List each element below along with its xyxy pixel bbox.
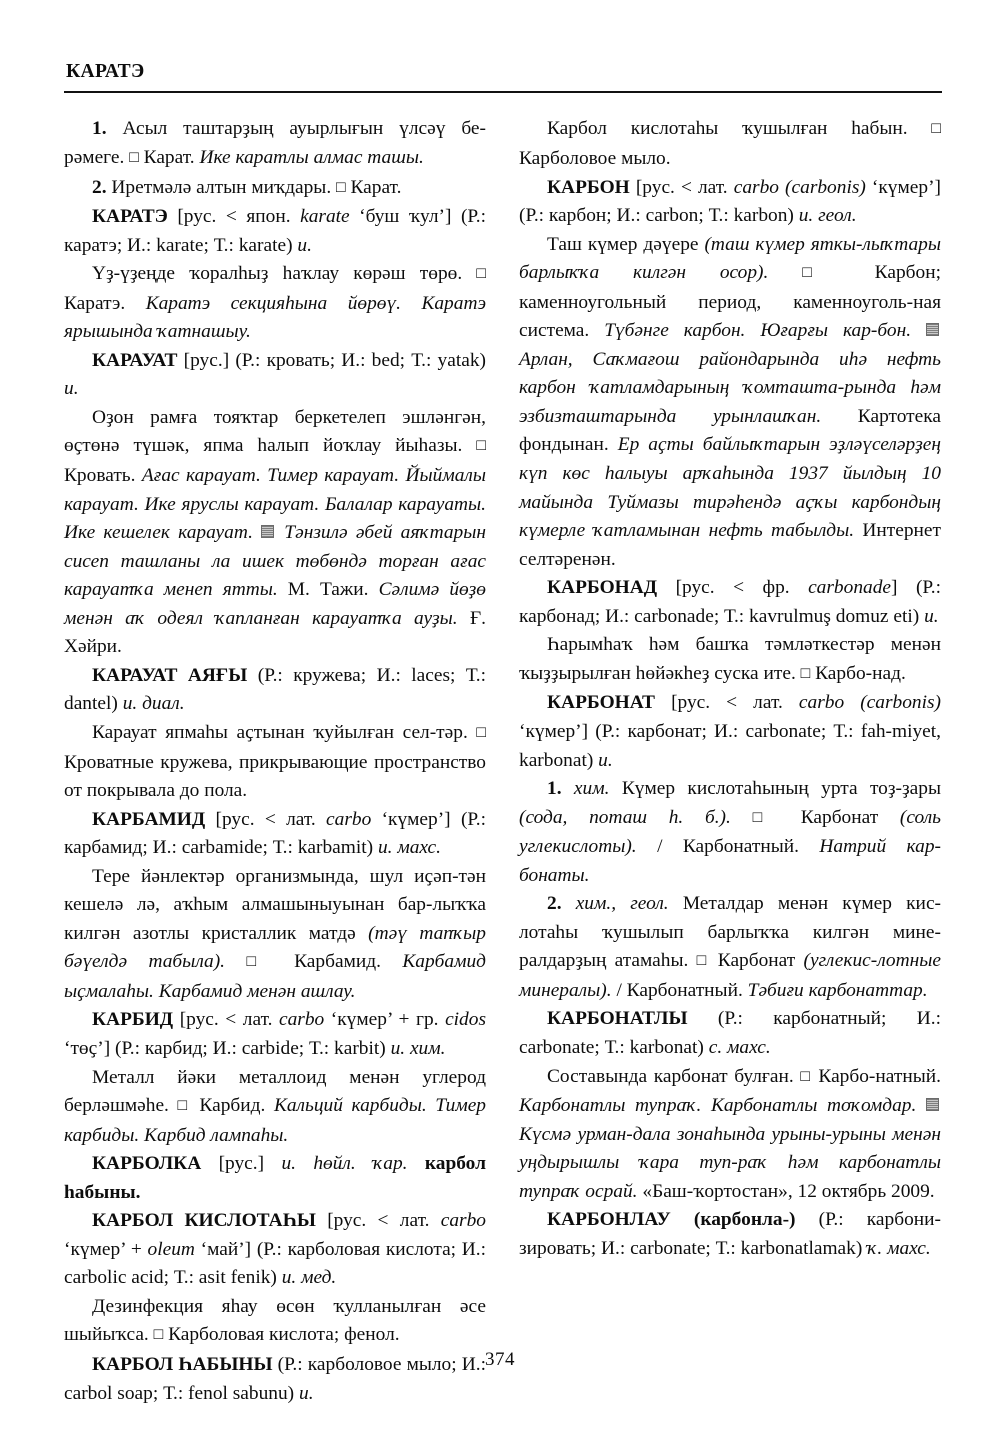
open-square-marker-icon — [178, 1095, 191, 1116]
body-text: Карбамид. — [272, 951, 403, 973]
body-text: Интернет селтәренән. — [519, 520, 941, 570]
body-text: Карбонат — [779, 806, 900, 828]
entry-paragraph — [64, 863, 486, 1007]
body-text: Таш күмер дәүере — [547, 233, 705, 255]
page-number: 374 — [485, 1349, 515, 1370]
entry-paragraph — [519, 115, 941, 173]
body-text: Оҙон рамға тояҡтар беркетелеп эшләнгән, өҫтөнә түшәк, япма һалып йоҡлау йыһазы. — [64, 406, 486, 457]
body-text: (Р.: кружева; И.: laces; Т.: dantel) — [64, 664, 487, 715]
body-text: [рус. < лат. — [173, 1009, 279, 1031]
headword-text: КАРБОЛ КИСЛОТАҺЫ — [92, 1210, 316, 1232]
entry-paragraph — [64, 1207, 486, 1293]
headword-text: КАРАУАТ — [92, 349, 178, 371]
body-text: Дезинфекция яһау өсөн ҡулланылған әсе шыйыҡса. — [64, 1295, 486, 1346]
body-text: и. мед. — [281, 1267, 337, 1289]
headword-text: КАРБОЛ ҺАБЫНЫ — [92, 1353, 273, 1375]
headword-text: КАРБАМИД — [92, 808, 206, 830]
headword-text: КАРБИД — [92, 1009, 174, 1031]
entry-paragraph — [64, 1150, 486, 1207]
body-text: (Р.: карболовое мыло; И.: carbol soap; Т.: fenol sabunu) — [64, 1353, 486, 1404]
open-square-marker-icon — [697, 950, 710, 971]
body-text: karate — [300, 206, 350, 228]
body-text: ‘төҫ’] (Р.: карбид; И.: carbide; Т.: karbit) — [64, 1037, 391, 1059]
body-text: М. Тажи. — [287, 579, 379, 601]
body-text: carbo — [326, 808, 372, 830]
headword-text: 1. — [547, 778, 562, 800]
body-text: и. — [64, 378, 79, 400]
body-text: Карауат япмаһы аҫтынан ҡуйылған сел-тәр. — [92, 721, 477, 743]
body-text: Карбон; каменноугольный период, каменноуголь-ная система. — [519, 262, 941, 342]
filled-square-marker-icon — [926, 323, 939, 336]
open-square-marker-icon — [129, 147, 139, 168]
headword-text: КАРБОНАД — [547, 577, 658, 599]
body-text: хим. — [561, 778, 610, 800]
entry-paragraph — [64, 1293, 486, 1351]
body-text: Асыл таштарҙың ауырлығын үлсәү бе-рәмеге. — [64, 118, 486, 169]
body-text: Каратэ секцияһына йөрөү. Каратэ ярышында ҡатнашыу. — [64, 292, 486, 343]
body-text: Ер аҫты байлыҡтарын эҙләүселәрҙең күп көс һалыуы арҡаһында 1937 йылдың 10 майында Туймазы тирәһендә аҫҡы карбондың күмерле ҡатламынан нефть табылды. — [519, 434, 941, 542]
header-rule — [64, 91, 942, 93]
filled-square-marker-icon — [926, 1098, 939, 1111]
headword-text: КАРБОНАТ — [547, 692, 655, 714]
body-text: Арлан, Саҡмағош райондарында иһә нефть карбон ҡатламдарының ҡомташта-рында һәм эзбизташтарында урынлашҡан. — [519, 348, 941, 427]
body-text: ‘буш ҡул’] (Р.: каратэ; И.: karate; Т.: karate) — [64, 206, 487, 256]
entry-paragraph — [64, 1006, 486, 1063]
body-text: carbo — [440, 1210, 486, 1232]
entry-paragraph — [64, 115, 486, 173]
entry-paragraph — [519, 890, 941, 1005]
body-text: Күмер кислотаһының урта тоҙ-ҙары — [609, 778, 941, 800]
body-text: (соль углекислоты). — [519, 806, 941, 858]
body-text: и. — [297, 234, 312, 256]
right-column — [519, 115, 941, 1408]
body-text: Каратэ. — [64, 292, 146, 314]
body-text: carbo (carbonis) — [798, 692, 941, 714]
body-text: (сода, поташ һ. б.). — [519, 806, 753, 828]
body-text: хим., геол. — [561, 893, 669, 915]
body-text: и. хим. — [390, 1037, 446, 1059]
open-square-marker-icon — [800, 1066, 811, 1087]
body-text: и. һөйл. ҡар. — [281, 1153, 425, 1175]
body-text: (Р.: карбони-зировать; И.: carbonate; Т.: karbonatlamak) — [519, 1209, 941, 1259]
entry-paragraph — [519, 231, 941, 575]
entry-paragraph — [64, 260, 486, 347]
headword-text: КАРБОНЛАУ (карбонла-) — [547, 1209, 796, 1231]
body-text: Үҙ-үҙеңде ҡоралһыҙ һаҡлау көрәш төрө. — [92, 263, 477, 285]
open-square-marker-icon — [246, 951, 272, 972]
body-text: [рус. < лат. — [655, 692, 799, 714]
body-text: Карбо-над. — [810, 662, 906, 684]
entry-paragraph — [519, 689, 941, 775]
entry-paragraph — [519, 1206, 941, 1263]
body-text: Ике каратлы алмас ташы. — [199, 147, 424, 169]
entry-paragraph — [64, 203, 486, 260]
body-text: [рус. < лат. — [629, 176, 734, 198]
body-text: Металдар менән күмер кис-лотаһы ҡушылып барлыҡҡа килгән мине-ралдарҙың атамаһы. — [519, 893, 942, 972]
open-square-marker-icon — [476, 435, 486, 456]
headword-text: КАРБОНАТЛЫ — [547, 1008, 688, 1030]
body-text: [рус. < фр. — [657, 577, 809, 599]
body-text: [рус. < лат. — [315, 1210, 441, 1232]
entry-paragraph — [519, 174, 941, 231]
body-text: Тәбиғи карбонаттар. — [747, 979, 928, 1001]
body-text: [рус. < япон. — [167, 206, 301, 228]
entry-paragraph — [64, 719, 486, 806]
body-text: Карат. — [138, 147, 200, 169]
body-text: ҡ. махс. — [867, 1237, 931, 1259]
open-square-marker-icon — [802, 262, 841, 283]
open-square-marker-icon — [476, 722, 486, 743]
body-text: Карбо-натный. — [811, 1065, 941, 1087]
body-text: Карбамид ыҫмалаһы. Карбамид менән ашлау. — [64, 951, 486, 1002]
body-text: [рус.] (Р.: кровать; И.: bed; Т.: yatak) — [177, 349, 486, 371]
body-text: Карбонат — [709, 950, 804, 972]
open-square-marker-icon — [154, 1324, 164, 1345]
body-text: и. — [598, 749, 613, 771]
body-text: Тәнзилә әбей аяҡтарын сисеп ташланы ла ишек төбөндә торған ағас карауатҡа менеп ятты. — [64, 522, 486, 601]
open-square-marker-icon — [476, 263, 486, 284]
headword-text: КАРАУАТ АЯҒЫ — [92, 664, 248, 686]
body-text: carbo — [279, 1009, 325, 1031]
headword-text: 2. — [547, 893, 562, 915]
entry-paragraph — [64, 174, 486, 204]
body-text: Металл йәки металлоид менән углерод берләшмәһе. — [64, 1066, 486, 1117]
entry-paragraph — [519, 631, 941, 689]
body-text: ‘күмер’ + гр. — [324, 1009, 446, 1031]
open-square-marker-icon — [931, 118, 941, 139]
body-text: Ғ. Хәйри. — [64, 607, 486, 658]
body-text: Натрий кар-бонаты. — [519, 836, 941, 886]
body-text: ‘күмер’] (Р.: карбон; И.: carbon; Т.: karbon) — [519, 176, 941, 227]
headword-text: 1. — [92, 118, 107, 140]
open-square-marker-icon — [336, 177, 346, 198]
body-text: и. диал. — [122, 693, 185, 715]
entry-paragraph — [64, 347, 486, 404]
entry-paragraph — [519, 574, 941, 631]
open-square-marker-icon — [753, 807, 779, 828]
headword-text: КАРАТЭ — [92, 206, 168, 228]
body-text: Карбонатлы тупраҡ. Карбонатлы тоҡомдар. — [519, 1095, 926, 1117]
body-text: Күсмә урман-дала зонаһында урыны-урыны менән уңдырышлы ҡара туп-раҡ һәм карбонатлы тупраҡ осрай. — [519, 1123, 941, 1202]
body-text: carbo (carbonis) — [733, 176, 866, 198]
page-columns — [64, 115, 942, 1408]
filled-square-marker-icon — [261, 525, 274, 538]
open-square-marker-icon — [801, 663, 811, 684]
headword-text: КАРБОЛКА — [92, 1153, 202, 1175]
body-text: / Карбонатный. — [657, 836, 820, 858]
body-text: / Карбонатный. — [616, 979, 748, 1001]
body-text: ‘күмер’ + — [64, 1238, 148, 1260]
body-text: ‘май’] (Р.: карболовая кислота; И.: carbolic acid; Т.: asit fenik) — [64, 1238, 487, 1289]
left-column — [64, 115, 486, 1408]
body-text: ] (Р.: карбонад; И.: carbonade; Т.: kavrulmuş domuz eti) — [519, 577, 941, 627]
body-text: Карбид. — [190, 1095, 274, 1117]
body-text: (таш күмер яткы-лыҡтары барлыҡҡа килгән осор). — [519, 233, 942, 284]
body-text: (Р.: карбонатный; И.: carbonate; Т.: karbonat) — [519, 1008, 941, 1058]
body-text: Карбол кислотаһы ҡушылған һабын. — [547, 118, 932, 140]
body-text: Түбәнге карбон. Юғарғы кар-бон. — [604, 320, 926, 342]
body-text: Карболовое мыло. — [519, 148, 671, 170]
body-text: и. — [299, 1382, 314, 1404]
body-text: Карболовая кислота; фенол. — [163, 1324, 400, 1346]
body-text: Иретмәлә алтын миҡдары. — [106, 176, 337, 198]
entry-paragraph — [64, 806, 486, 863]
body-text: Карат. — [345, 176, 402, 198]
body-text: cidos — [445, 1009, 486, 1031]
headword-text: 2. — [92, 176, 107, 198]
running-head: КАРАТЭ — [66, 61, 145, 82]
body-text: Һарымһаҡ һәм башҡа тәмләткестәр менән ҡыҙҙырылған һөйәкһеҙ суска ите. — [519, 634, 941, 684]
body-text: с. махс. — [708, 1036, 771, 1058]
body-text: ‘күмер’] (Р.: карбамид; И.: carbamide; Т.: karbamit) — [64, 808, 486, 859]
body-text: и. геол. — [798, 205, 857, 227]
entry-paragraph — [64, 404, 486, 662]
body-text: (углекис-лотные минералы). — [519, 950, 941, 1001]
body-text: и. — [924, 605, 939, 627]
body-text: Кроватные кружева, прикрывающие пространство от покрывала до пола. — [64, 751, 486, 802]
entry-paragraph — [519, 775, 941, 890]
body-text: Составында карбонат булған. — [547, 1065, 801, 1087]
body-text: и. махс. — [377, 837, 441, 859]
body-text: Сәлимә йөҙө менән аҡ одеял ҡапланған карауатҡа ауҙы. — [64, 579, 487, 629]
body-text: (тәү тапҡыр бәүелдә табыла). — [64, 922, 487, 973]
body-text: Кальций карбиды. Тимер карбиды. Карбид лампаһы. — [64, 1095, 486, 1146]
entry-paragraph — [519, 1005, 941, 1062]
body-text: Кровать. — [64, 465, 142, 487]
headword-text: карбол һабыны. — [64, 1153, 486, 1203]
body-text: oleum — [147, 1238, 195, 1260]
entry-paragraph — [519, 1063, 941, 1207]
body-text: ‘күмер’] (Р.: карбонат; И.: carbonate; Т.: fah-miyet, karbonat) — [519, 720, 941, 771]
body-text: carbonade — [808, 577, 892, 599]
body-text: Тере йәнлектәр организмында, шул иҫәп-тән кешелә лә, аҡһым алмашыныуынан бар-лыҡҡа килгән азотлы кристаллик матдә — [64, 865, 486, 944]
body-text: Картотека фондынан. — [519, 405, 941, 456]
body-text: «Баш-ҡортостан», 12 октябрь 2009. — [642, 1180, 935, 1202]
entry-paragraph — [64, 1064, 486, 1151]
body-text: [рус.] — [201, 1153, 282, 1175]
headword-text: КАРБОН — [547, 176, 630, 198]
body-text: Ағас карауат. Тимер карауат. Йыймалы карауат. Ике яруслы карауат. Балалар карауаты. Ике кешелек карауат. — [64, 465, 487, 544]
body-text: [рус. < лат. — [205, 808, 327, 830]
entry-paragraph — [64, 662, 486, 719]
